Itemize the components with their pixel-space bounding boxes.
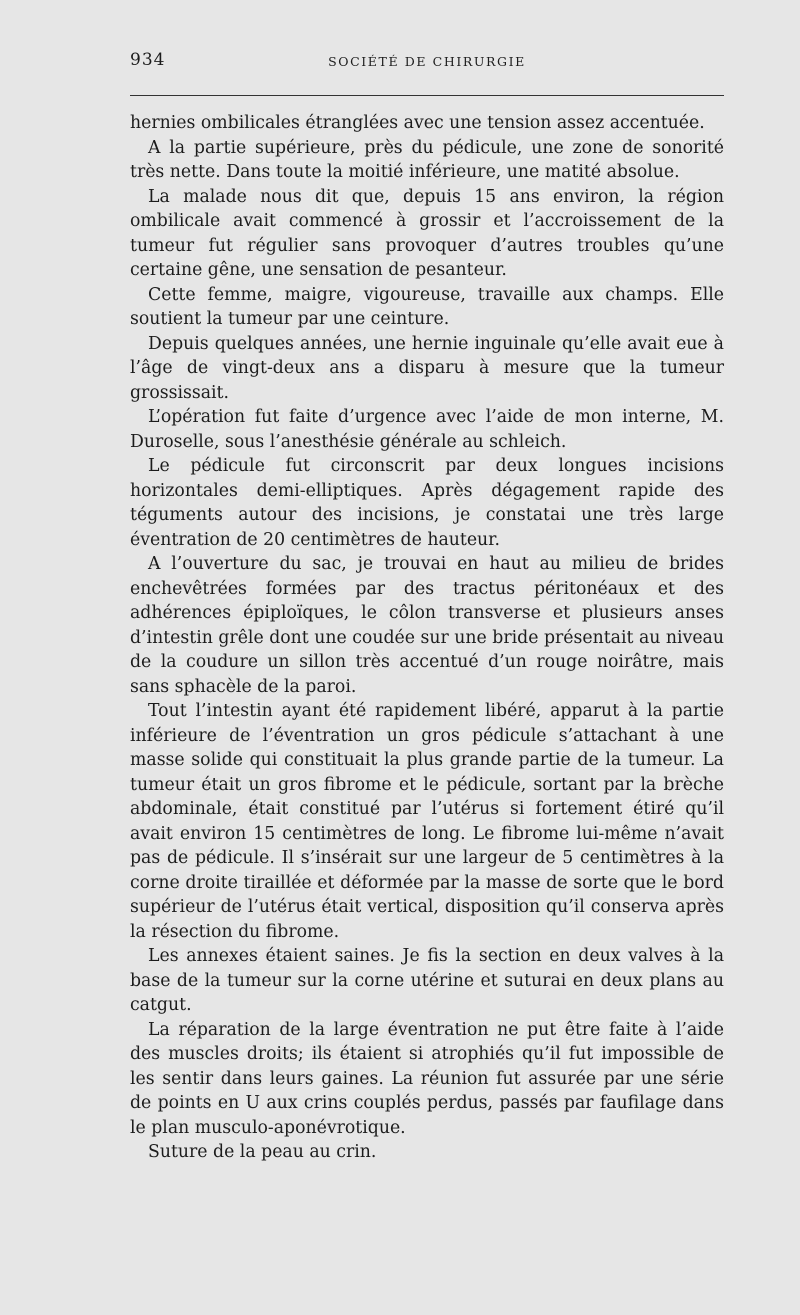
paragraph: La réparation de la large éventration ne put être faite à l’aide des muscles droits; ils étaient si atrophiés qu’il fut impossible de les sentir dans leurs gaines. La réunion fut assurée par une série de points en U aux crins couplés perdus, passés par faufilage dans le plan musculo-aponévrotique. [130,1019,724,1138]
page-number: 934 [130,50,166,70]
paragraph: L’opération fut faite d’urgence avec l’aide de mon interne, M. Duroselle, sous l’anesthésie générale au schleich. [130,407,724,452]
paragraph: Le pédicule fut circonscrit par deux longues incisions horizontales demi-elliptiques. Après dégagement rapide des téguments autour des incisions, je constatai une très large éventration de 20 centimètres de hauteur. [130,456,724,550]
paragraph: La malade nous dit que, depuis 15 ans environ, la région ombilicale avait commencé à grossir et l’accroissement de la tumeur fut régulier sans provoquer d’autres troubles qu’une certaine gêne, une sensation de pesanteur. [130,186,724,280]
header-rule [130,95,724,96]
paragraph: Les annexes étaient saines. Je fis la section en deux valves à la base de la tumeur sur la corne utérine et suturai en deux plans au catgut. [130,946,724,1015]
paragraph: Depuis quelques années, une hernie inguinale qu’elle avait eue à l’âge de vingt-deux ans a disparu à mesure que la tumeur grossissait. [130,333,724,403]
paragraph: hernies ombilicales étranglées avec une tension assez accentuée. [130,113,705,133]
paragraph: Cette femme, maigre, vigoureuse, travaille aux champs. Elle soutient la tumeur par une ceinture. [130,284,724,329]
paragraph: A l’ouverture du sac, je trouvai en haut au milieu de brides enchevêtrées formées par des tractus péritonéaux et des adhérences épiploïques, le côlon transverse et plusieurs anses d’intestin grêle dont une coudée sur une bride présentait au niveau de la coudure un sillon très accentué d’un rouge noirâtre, mais sans sphacèle de la paroi. [130,554,724,697]
paragraph: Tout l’intestin ayant été rapidement libéré, apparut à la partie inférieure de l’éventration un gros pédicule s’attachant à une masse solide qui constituait la plus grande partie de la tumeur. La tumeur était un gros fibrome et le pédicule, sortant par la brèche abdominale, était constitué par l’utérus si fortement étiré qu’il avait environ 15 centimètres de long. Le fibrome lui-même n’avait pas de pédicule. Il s’insérait sur une largeur de 5 centimètres à la corne droite tiraillée et déformée par la masse de sorte que le bord supérieur de l’utérus était vertical, disposition qu’il conserva après la résection du fibrome. [130,701,724,942]
body-text [130,111,724,1165]
page-header [130,50,724,78]
paragraph: A la partie supérieure, près du pédicule, une zone de sonorité très nette. Dans toute la moitié inférieure, une matité absolue. [130,137,724,182]
paragraph: Suture de la peau au crin. [148,1142,377,1162]
running-title: SOCIÉTÉ DE CHIRURGIE [328,54,526,69]
